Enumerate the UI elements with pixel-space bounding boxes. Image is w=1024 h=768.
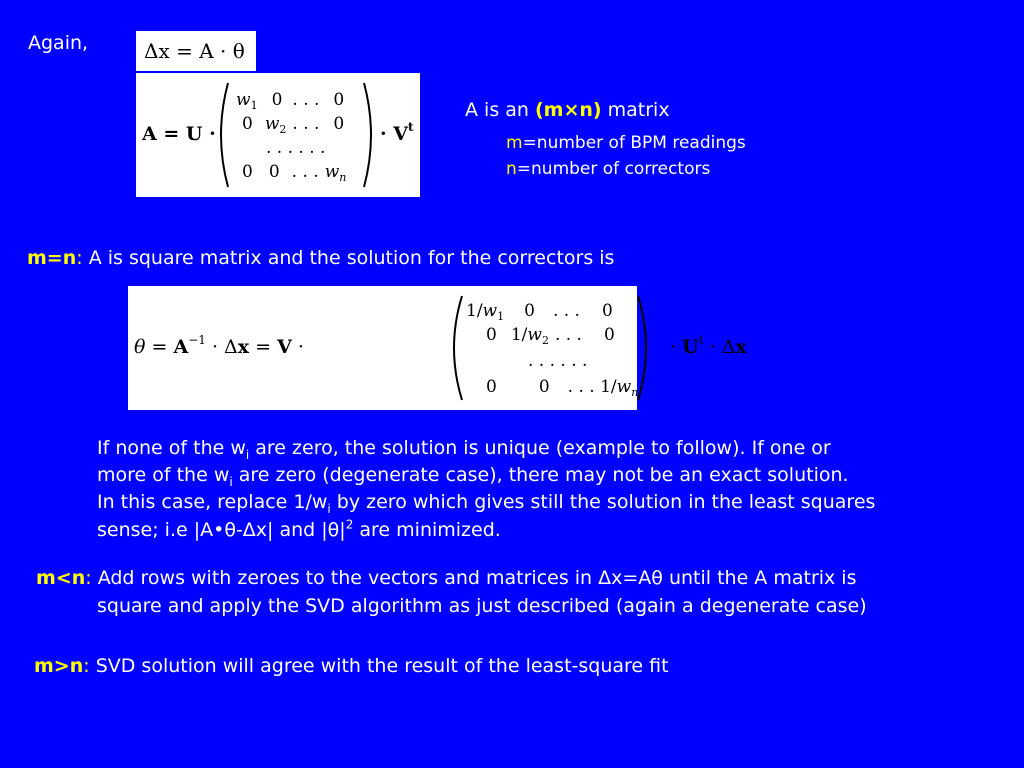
m-label: m	[506, 133, 523, 153]
paragraph-line-2	[97, 461, 849, 489]
eq3-row3: . . . . . .	[528, 351, 588, 371]
eq1-text: Δx = A · θ	[144, 39, 245, 63]
case-gt-text: SVD solution will agree with the result of the least-square fit	[89, 655, 669, 677]
right-paren-icon-2	[638, 296, 646, 400]
para-l3sub: i	[327, 501, 331, 516]
para-l1a: If none of the w	[97, 437, 246, 459]
eq2-row2: 0 $w_2$ . . . 0	[242, 114, 345, 136]
case-eq-text: A is square matrix and the solution for the correctors is	[82, 247, 615, 269]
eq2-row4: 0 0 . . . $w_n$	[242, 162, 347, 184]
info-pre: A is an	[465, 99, 535, 121]
left-paren-icon-2	[454, 296, 462, 400]
case-lt-colon: :	[85, 567, 92, 589]
para-l1b: are zero, the solution is unique (example to follow). If one or	[249, 437, 831, 459]
case-gt-colon: :	[83, 655, 90, 677]
eq2-row1: $w_1$ 0 . . . 0	[236, 90, 345, 112]
case-m-greater-n	[34, 652, 669, 680]
n-definition	[506, 156, 710, 182]
case-lt-line1: Add rows with zeroes to the vectors and matrices in Δx=Aθ until the A matrix is	[91, 567, 857, 589]
left-paren-icon	[221, 83, 228, 187]
para-l1sub: i	[245, 447, 250, 462]
n-label: n	[506, 159, 517, 179]
para-l2b: are zero (degenerate case), there may not be an exact solution.	[232, 464, 849, 486]
para-l4dot: •	[213, 519, 225, 541]
para-l4sup: 2	[345, 517, 354, 532]
m-definition	[506, 130, 746, 156]
case-gt-label: m>n	[34, 655, 84, 677]
info-post: matrix	[601, 99, 670, 121]
matrix-dimension-text	[465, 96, 670, 124]
eq3-row2: 0 $1/w_2$ . . . 0	[486, 325, 615, 347]
case-m-less-n	[36, 564, 857, 592]
paragraph-line-1	[97, 434, 831, 462]
eq2-lhs: A = U ·	[142, 123, 216, 145]
para-l2sub: i	[229, 474, 233, 489]
eq3-row1: $1/w_1$ 0 . . . 0	[466, 301, 613, 323]
paragraph-line-4	[97, 516, 501, 544]
eq3-rhs: · $U^t \cdot \Delta x$	[670, 333, 747, 358]
para-l4a: sense; i.e |A	[97, 519, 214, 541]
case-lt-label: m<n	[36, 567, 86, 589]
m-text: =number of BPM readings	[522, 133, 746, 153]
paragraph-line-3	[97, 488, 875, 516]
para-l4b: θ-Δx| and |θ|	[224, 519, 346, 541]
equation-theta-solution	[128, 286, 747, 410]
case-eq-label: m=n	[27, 247, 77, 269]
para-l3b: by zero which gives still the solution in the least squares	[330, 491, 876, 513]
eq3-lhs: $\theta = A^{-1} \cdot \Delta x = V$ ·	[134, 333, 304, 358]
para-l4c: are minimized.	[353, 519, 501, 541]
case-m-equals-n	[27, 244, 614, 272]
equation-dx-a-theta	[136, 31, 256, 71]
intro-label: Again,	[28, 32, 89, 54]
info-dim: (m×n)	[534, 99, 602, 121]
equation-svd-decomposition	[136, 73, 420, 197]
case-lt-line2: square and apply the SVD algorithm as just described (again a degenerate case)	[97, 595, 867, 617]
eq2-row3: . . . . . .	[266, 138, 326, 158]
para-l2a: more of the w	[97, 464, 230, 486]
eq3-row4: 0 0 . . . $1/w_n$	[486, 377, 639, 399]
n-text: =number of correctors	[516, 159, 711, 179]
para-l3a: In this case, replace 1/w	[97, 491, 328, 513]
right-paren-icon	[364, 83, 371, 187]
case-eq-colon: :	[76, 247, 83, 269]
eq2-rhs: · $V^t$	[380, 120, 414, 145]
